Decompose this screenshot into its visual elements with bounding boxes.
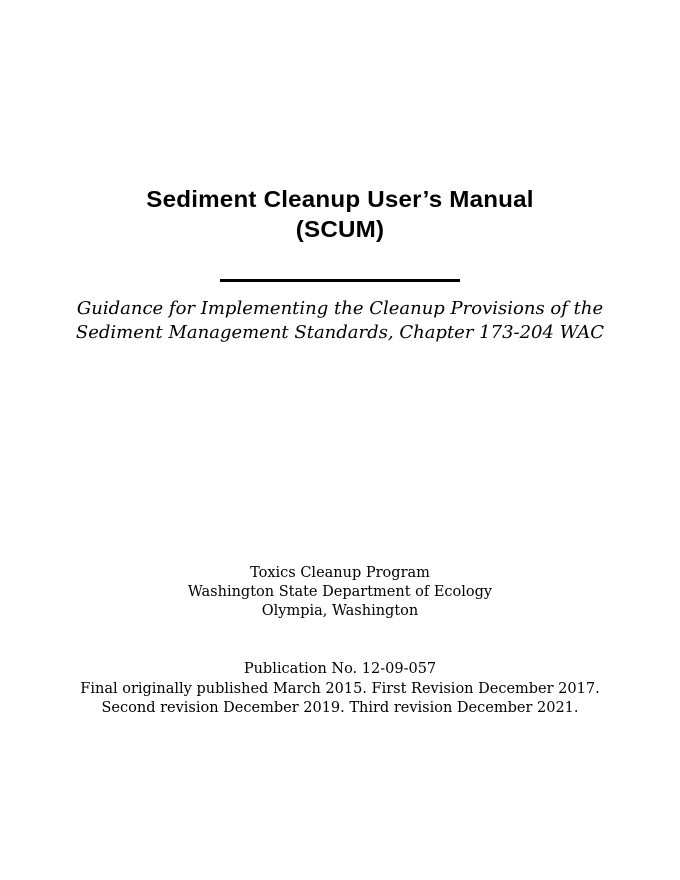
department-name: Washington State Department of Ecology [187,584,493,600]
subtitle-line-1: Guidance for Implementing the Cleanup Provisions of the [76,298,604,319]
location: Olympia, Washington [261,603,419,619]
program-name: Toxics Cleanup Program [250,565,430,581]
publication-number: Publication No. 12-09-057 [243,661,437,677]
publication-info [0,660,680,719]
title-line-2: (SCUM) [295,216,385,242]
subtitle-line-2: Sediment Management Standards, Chapter 173-204 WAC [75,322,605,343]
title-line-1: Sediment Cleanup User’s Manual [146,186,534,212]
publication-history-line-1: Final originally published March 2015. First Revision December 2017. [80,680,600,697]
title-divider [220,279,460,282]
document-title [0,184,680,244]
publication-history-line-2: Second revision December 2019. Third revision December 2021. [101,700,579,716]
organization-info [0,564,680,621]
document-subtitle [0,297,680,345]
